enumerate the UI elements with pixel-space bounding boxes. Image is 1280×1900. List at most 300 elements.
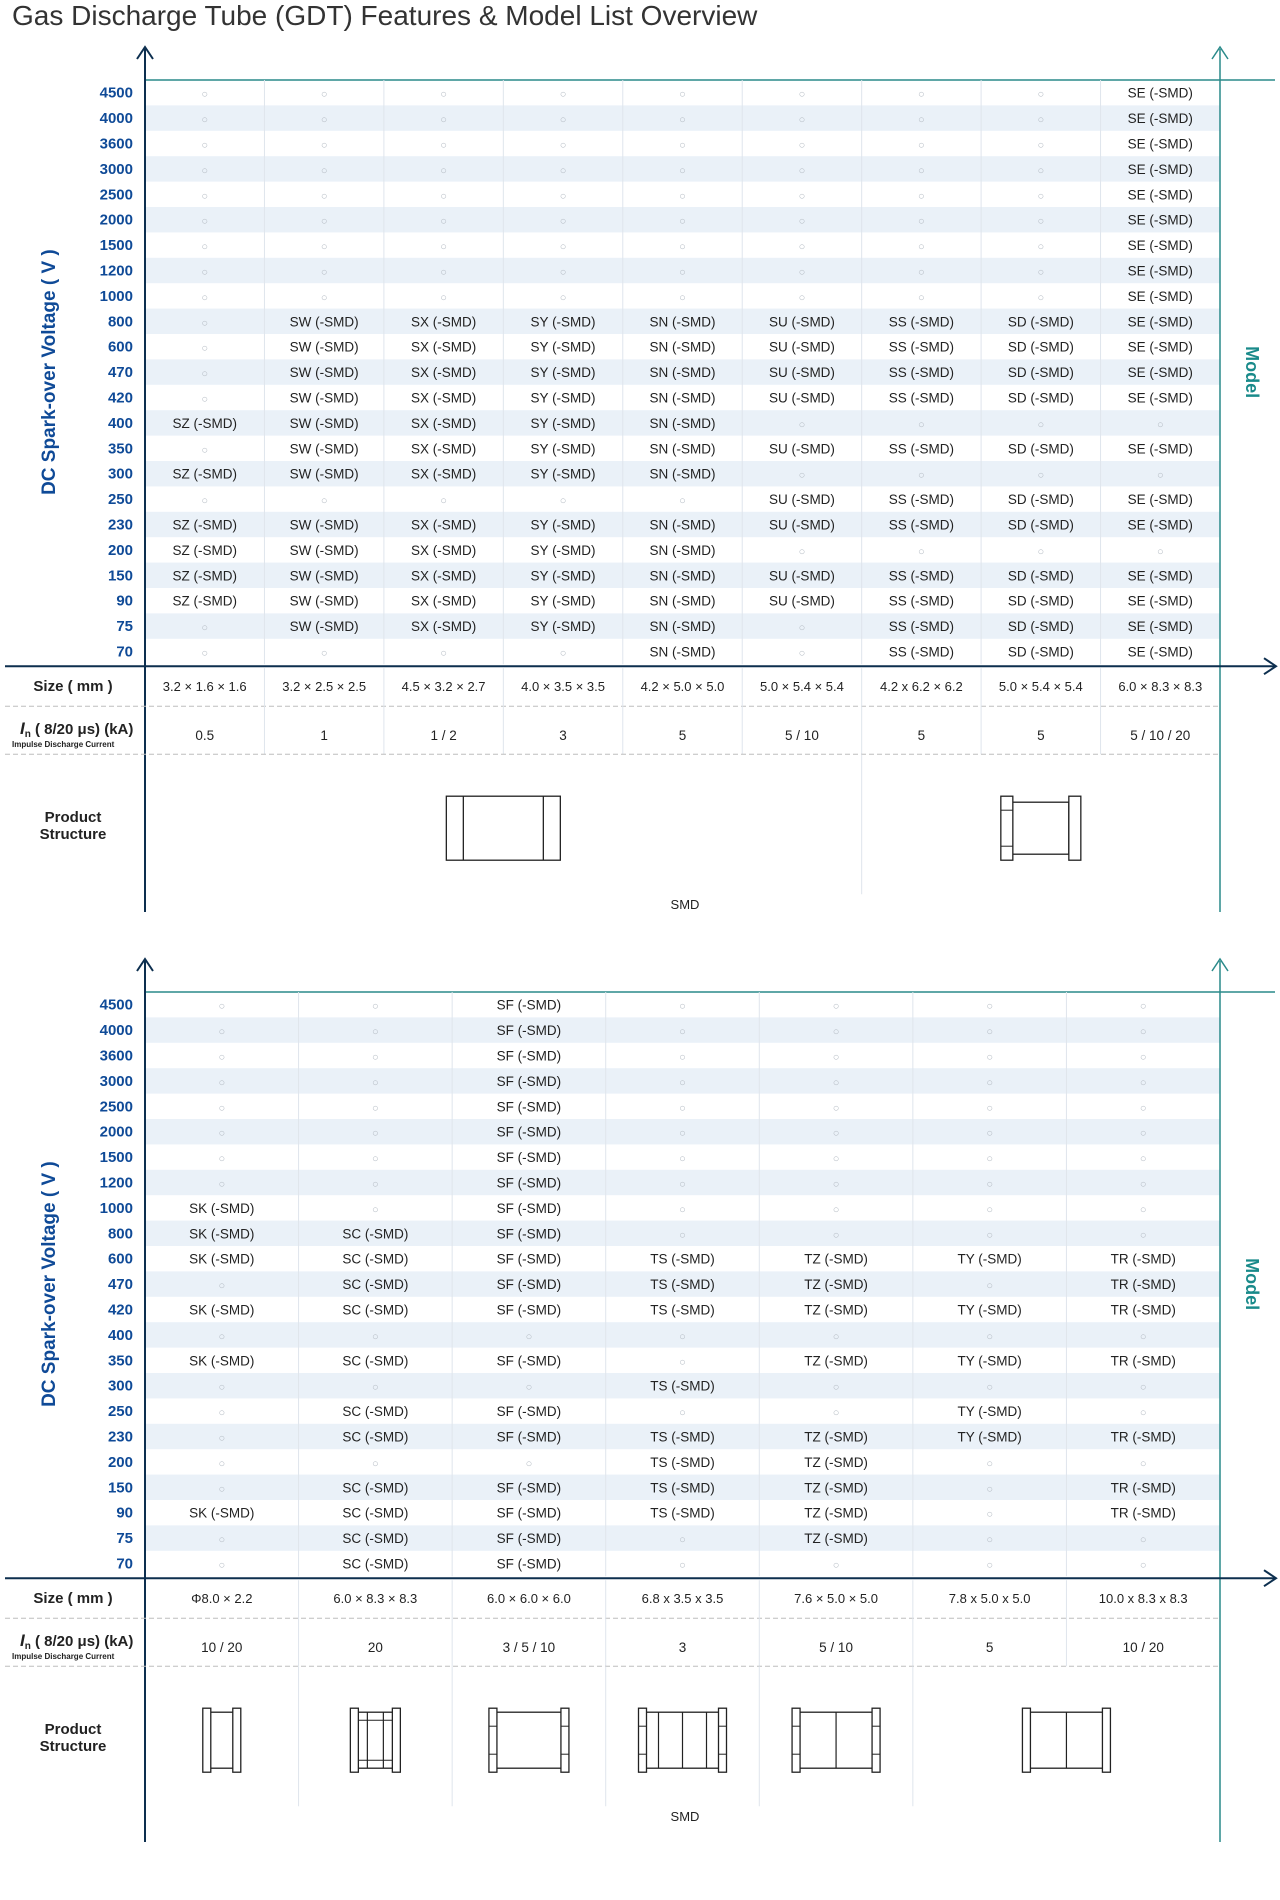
empty-cell: ○ [320, 114, 328, 127]
empty-cell: ○ [440, 241, 447, 254]
model-cell: SE (-SMD) [1127, 593, 1193, 609]
model-cell: TR (-SMD) [1110, 1251, 1176, 1267]
empty-cell: ○ [986, 1178, 993, 1191]
empty-cell: ○ [1037, 291, 1045, 304]
empty-cell: ○ [918, 164, 925, 177]
voltage-label: 250 [107, 1403, 133, 1421]
size-value: 6.0 × 8.3 × 8.3 [333, 1591, 418, 1607]
size-row-label: Size ( mm ) [33, 1590, 113, 1608]
empty-cell: ○ [679, 1051, 686, 1064]
model-cell: SF (-SMD) [496, 1505, 562, 1521]
empty-cell: ○ [986, 1280, 993, 1293]
empty-cell: ○ [440, 164, 447, 177]
model-cell: SF (-SMD) [496, 1480, 562, 1496]
model-cell: TS (-SMD) [650, 1454, 715, 1470]
empty-cell: ○ [832, 1102, 840, 1115]
empty-cell: ○ [372, 1153, 379, 1166]
empty-cell: ○ [986, 1483, 993, 1496]
empty-cell: ○ [832, 1559, 840, 1572]
empty-cell: ○ [218, 1559, 226, 1572]
empty-cell: ○ [679, 1407, 686, 1420]
size-value: 7.8 x 5.0 x 5.0 [948, 1591, 1031, 1607]
model-cell: SW (-SMD) [289, 517, 359, 533]
current-value: 1 [320, 728, 328, 744]
empty-cell: ○ [918, 215, 925, 228]
empty-cell: ○ [525, 1330, 533, 1343]
empty-cell: ○ [218, 1534, 226, 1547]
empty-cell: ○ [1139, 1457, 1147, 1470]
size-value: 10.0 x 8.3 x 8.3 [1098, 1591, 1188, 1607]
empty-cell: ○ [1139, 1534, 1147, 1547]
model-cell: SF (-SMD) [496, 1302, 562, 1318]
empty-cell: ○ [798, 164, 806, 177]
model-cell: SY (-SMD) [530, 619, 596, 635]
model-cell: SZ (-SMD) [172, 568, 237, 584]
model-cell: SK (-SMD) [189, 1505, 255, 1521]
model-cell: SF (-SMD) [496, 1556, 562, 1572]
current-value: 5 [1037, 728, 1045, 744]
empty-cell: ○ [1139, 1127, 1147, 1140]
model-cell: SS (-SMD) [888, 619, 955, 635]
empty-cell: ○ [798, 469, 806, 482]
empty-cell: ○ [679, 495, 686, 508]
model-cell: SE (-SMD) [1127, 161, 1193, 177]
empty-cell: ○ [320, 291, 328, 304]
model-cell: TR (-SMD) [1110, 1353, 1176, 1369]
structure-drawings [446, 754, 1081, 894]
model-cell: SN (-SMD) [649, 390, 716, 406]
empty-cell: ○ [832, 1000, 840, 1013]
empty-cell: ○ [1139, 1153, 1147, 1166]
model-cell: SN (-SMD) [649, 466, 716, 482]
empty-cell: ○ [986, 1076, 993, 1089]
model-cell: SF (-SMD) [496, 1429, 562, 1445]
voltage-label: 70 [116, 1555, 133, 1573]
empty-cell: ○ [201, 393, 209, 406]
voltage-label: 600 [107, 1250, 133, 1268]
model-cell: TR (-SMD) [1110, 1429, 1176, 1445]
product-structure-label: Product [44, 1721, 102, 1739]
empty-cell: ○ [918, 190, 925, 203]
model-cell: SU (-SMD) [768, 441, 835, 457]
voltage-label: 300 [107, 465, 133, 483]
current-value: 1 / 2 [430, 728, 457, 744]
model-cell: SD (-SMD) [1007, 441, 1074, 457]
empty-cell: ○ [1156, 418, 1164, 431]
model-cell: SZ (-SMD) [172, 415, 237, 431]
empty-cell: ○ [679, 291, 686, 304]
model-cell: SF (-SMD) [496, 1353, 562, 1369]
model-cell: SS (-SMD) [888, 339, 955, 355]
voltage-label: 300 [107, 1377, 133, 1395]
model-cell: SF (-SMD) [496, 1048, 562, 1064]
current-row-label: $I_n$ ( 8/20 μs) (kA) [20, 1631, 134, 1653]
size-value: 4.2 × 5.0 × 5.0 [640, 679, 725, 695]
model-cell: SE (-SMD) [1127, 314, 1193, 330]
size-value: 4.0 × 3.5 × 3.5 [521, 679, 605, 695]
voltage-label: 1200 [99, 262, 133, 280]
empty-cell: ○ [559, 241, 567, 254]
model-cell: SE (-SMD) [1127, 517, 1193, 533]
empty-cell: ○ [986, 1127, 993, 1140]
empty-cell: ○ [986, 1457, 993, 1470]
model-cell: SS (-SMD) [888, 593, 955, 609]
model-cell: SU (-SMD) [768, 568, 835, 584]
model-cell: SK (-SMD) [189, 1226, 255, 1242]
empty-cell: ○ [986, 1051, 993, 1064]
model-cell: SX (-SMD) [410, 568, 477, 584]
voltage-label: 1000 [99, 287, 133, 305]
model-cell: SS (-SMD) [888, 644, 955, 660]
model-cell: SW (-SMD) [289, 365, 359, 381]
model-cell: SK (-SMD) [189, 1200, 255, 1216]
voltage-label: 400 [107, 414, 133, 432]
model-cell: SZ (-SMD) [172, 517, 237, 533]
model-cell: TR (-SMD) [1110, 1302, 1176, 1318]
model-cell: SE (-SMD) [1127, 111, 1193, 127]
model-cell: SE (-SMD) [1127, 644, 1193, 660]
empty-cell: ○ [440, 495, 447, 508]
model-cell: TZ (-SMD) [804, 1480, 868, 1496]
empty-cell: ○ [918, 139, 925, 152]
empty-cell: ○ [679, 1178, 686, 1191]
model-cell: SS (-SMD) [888, 314, 955, 330]
current-value: 20 [367, 1640, 383, 1656]
voltage-label: 75 [116, 618, 133, 636]
empty-cell: ○ [1139, 1026, 1147, 1039]
model-cell: SK (-SMD) [189, 1302, 255, 1318]
empty-cell: ○ [798, 190, 806, 203]
voltage-label: 420 [107, 389, 133, 407]
model-cell: SC (-SMD) [342, 1429, 409, 1445]
model-cell: SN (-SMD) [649, 365, 716, 381]
model-cell: TR (-SMD) [1110, 1480, 1176, 1496]
empty-cell: ○ [679, 241, 686, 254]
size-value: 5.0 × 5.4 × 5.4 [998, 679, 1083, 695]
empty-cell: ○ [218, 1127, 226, 1140]
model-cell: TZ (-SMD) [804, 1505, 868, 1521]
model-cell: TZ (-SMD) [804, 1302, 868, 1318]
empty-cell: ○ [320, 139, 328, 152]
empty-cell: ○ [440, 647, 447, 660]
model-cell: SX (-SMD) [410, 619, 477, 635]
model-cell: SD (-SMD) [1007, 644, 1074, 660]
empty-cell: ○ [679, 114, 686, 127]
empty-cell: ○ [201, 164, 209, 177]
structure-drawings [203, 1666, 1111, 1806]
model-cell: SD (-SMD) [1007, 593, 1074, 609]
model-cell: TY (-SMD) [957, 1404, 1022, 1420]
model-cell: TS (-SMD) [650, 1302, 715, 1318]
model-cell: SW (-SMD) [289, 415, 359, 431]
empty-cell: ○ [679, 1203, 686, 1216]
model-cell: SF (-SMD) [496, 1150, 562, 1166]
voltage-label: 200 [107, 541, 133, 559]
voltage-label: 2500 [99, 186, 133, 204]
empty-cell: ○ [832, 1051, 840, 1064]
empty-cell: ○ [320, 241, 328, 254]
empty-cell: ○ [1037, 88, 1045, 101]
empty-cell: ○ [440, 88, 447, 101]
empty-cell: ○ [679, 88, 686, 101]
model-cell: SY (-SMD) [530, 339, 596, 355]
empty-cell: ○ [986, 1203, 993, 1216]
model-cell: SY (-SMD) [530, 314, 596, 330]
model-cell: TZ (-SMD) [804, 1531, 868, 1547]
voltage-label: 800 [107, 313, 133, 331]
model-cell: SU (-SMD) [768, 390, 835, 406]
model-cell: SU (-SMD) [768, 517, 835, 533]
model-cell: TZ (-SMD) [804, 1251, 868, 1267]
empty-cell: ○ [986, 1381, 993, 1394]
empty-cell: ○ [798, 114, 806, 127]
empty-cell: ○ [320, 215, 328, 228]
model-cell: SC (-SMD) [342, 1277, 409, 1293]
current-value: 3 / 5 / 10 [502, 1640, 556, 1656]
model-cell: SW (-SMD) [289, 390, 359, 406]
voltage-label: 230 [107, 1428, 133, 1446]
voltage-label: 150 [107, 1479, 133, 1497]
model-cell: SW (-SMD) [289, 466, 359, 482]
size-value: 3.2 × 2.5 × 2.5 [282, 679, 367, 695]
model-cell: SE (-SMD) [1127, 238, 1193, 254]
empty-cell: ○ [832, 1330, 840, 1343]
voltage-label: 4500 [99, 996, 133, 1014]
empty-cell: ○ [440, 215, 447, 228]
model-cell: SS (-SMD) [888, 365, 955, 381]
voltage-label: 3000 [99, 160, 133, 178]
size-value: 6.8 x 3.5 x 3.5 [641, 1591, 724, 1607]
empty-cell: ○ [559, 164, 567, 177]
model-cell: SY (-SMD) [530, 593, 596, 609]
model-cell: TZ (-SMD) [804, 1277, 868, 1293]
empty-cell: ○ [798, 241, 806, 254]
size-value: 5.0 × 5.4 × 5.4 [760, 679, 844, 695]
model-cell: SK (-SMD) [189, 1353, 255, 1369]
empty-cell: ○ [918, 469, 925, 482]
model-cell: SD (-SMD) [1007, 619, 1074, 635]
model-cell: SE (-SMD) [1127, 441, 1193, 457]
empty-cell: ○ [559, 647, 567, 660]
model-cell: SD (-SMD) [1007, 492, 1074, 508]
empty-cell: ○ [798, 215, 806, 228]
model-cell: SD (-SMD) [1007, 517, 1074, 533]
model-cell: SF (-SMD) [496, 1404, 562, 1420]
empty-cell: ○ [679, 1153, 686, 1166]
model-cell: SF (-SMD) [496, 1200, 562, 1216]
empty-cell: ○ [218, 1153, 226, 1166]
voltage-label: 250 [107, 491, 133, 509]
empty-cell: ○ [798, 139, 806, 152]
model-cell: SE (-SMD) [1127, 365, 1193, 381]
empty-cell: ○ [372, 1203, 379, 1216]
model-cell: SX (-SMD) [410, 390, 477, 406]
current-value: 10 / 20 [201, 1640, 243, 1656]
voltage-label: 3600 [99, 135, 133, 153]
model-cell: SF (-SMD) [496, 1073, 562, 1089]
model-cell: SF (-SMD) [496, 1023, 562, 1039]
empty-cell: ○ [201, 139, 209, 152]
model-cell: SX (-SMD) [410, 517, 477, 533]
empty-cell: ○ [218, 1178, 226, 1191]
empty-cell: ○ [679, 266, 686, 279]
model-cell: TY (-SMD) [957, 1353, 1022, 1369]
model-cell: TY (-SMD) [957, 1429, 1022, 1445]
model-cell: TS (-SMD) [650, 1429, 715, 1445]
empty-cell: ○ [372, 1127, 379, 1140]
model-axis-label: Model [1242, 346, 1262, 399]
model-cell: SE (-SMD) [1127, 212, 1193, 228]
model-cell: SF (-SMD) [496, 1226, 562, 1242]
size-value: 6.0 × 6.0 × 6.0 [486, 1591, 571, 1607]
model-cell: TR (-SMD) [1110, 1505, 1176, 1521]
empty-cell: ○ [320, 495, 328, 508]
model-cell: SF (-SMD) [496, 1531, 562, 1547]
empty-cell: ○ [986, 1534, 993, 1547]
model-cell: SY (-SMD) [530, 441, 596, 457]
empty-cell: ○ [201, 495, 209, 508]
empty-cell: ○ [1037, 418, 1045, 431]
model-cell: SN (-SMD) [649, 644, 716, 660]
empty-cell: ○ [372, 1457, 379, 1470]
model-cell: SN (-SMD) [649, 415, 716, 431]
size-value: 4.5 × 3.2 × 2.7 [401, 679, 486, 695]
empty-cell: ○ [1037, 469, 1045, 482]
empty-cell: ○ [201, 647, 209, 660]
empty-cell: ○ [559, 88, 567, 101]
empty-cell: ○ [1139, 1559, 1147, 1572]
empty-cell: ○ [201, 622, 209, 635]
voltage-label: 800 [107, 1225, 133, 1243]
empty-cell: ○ [1156, 469, 1164, 482]
voltage-label: 90 [116, 1504, 133, 1522]
empty-cell: ○ [679, 139, 686, 152]
voltage-label: 470 [107, 364, 133, 382]
model-cell: SE (-SMD) [1127, 339, 1193, 355]
model-cell: SX (-SMD) [410, 415, 477, 431]
section-1-chart [0, 0, 1280, 912]
empty-cell: ○ [201, 114, 209, 127]
empty-cell: ○ [798, 545, 806, 558]
model-cell: SY (-SMD) [530, 415, 596, 431]
model-cell: SS (-SMD) [888, 441, 955, 457]
voltage-label: 3600 [99, 1047, 133, 1065]
model-cell: SE (-SMD) [1127, 288, 1193, 304]
empty-cell: ○ [679, 1534, 686, 1547]
empty-cell: ○ [372, 1330, 379, 1343]
model-cell: SX (-SMD) [410, 339, 477, 355]
model-cell: SS (-SMD) [888, 390, 955, 406]
model-cell: TS (-SMD) [650, 1277, 715, 1293]
empty-cell: ○ [679, 215, 686, 228]
model-cell: SE (-SMD) [1127, 568, 1193, 584]
empty-cell: ○ [201, 190, 209, 203]
empty-cell: ○ [320, 88, 328, 101]
empty-cell: ○ [440, 291, 447, 304]
empty-cell: ○ [832, 1407, 840, 1420]
model-cell: SF (-SMD) [496, 997, 562, 1013]
empty-cell: ○ [559, 215, 567, 228]
model-cell: SW (-SMD) [289, 593, 359, 609]
voltage-label: 350 [107, 440, 133, 458]
model-cell: SX (-SMD) [410, 441, 477, 457]
current-value: 5 / 10 [819, 1640, 853, 1656]
empty-cell: ○ [525, 1381, 533, 1394]
voltage-label: 2500 [99, 1098, 133, 1116]
empty-cell: ○ [832, 1178, 840, 1191]
model-cell: SU (-SMD) [768, 492, 835, 508]
size-value: 6.0 × 8.3 × 8.3 [1118, 679, 1203, 695]
empty-cell: ○ [798, 88, 806, 101]
empty-cell: ○ [986, 1153, 993, 1166]
model-cell: SN (-SMD) [649, 619, 716, 635]
empty-cell: ○ [1139, 1203, 1147, 1216]
model-cell: SD (-SMD) [1007, 568, 1074, 584]
model-cell: TS (-SMD) [650, 1378, 715, 1394]
model-cell: SC (-SMD) [342, 1480, 409, 1496]
empty-cell: ○ [372, 1178, 379, 1191]
model-cell: SN (-SMD) [649, 339, 716, 355]
empty-cell: ○ [559, 495, 567, 508]
model-cell: TS (-SMD) [650, 1251, 715, 1267]
smd-label: SMD [670, 1809, 700, 1825]
model-cell: SX (-SMD) [410, 314, 477, 330]
empty-cell: ○ [918, 88, 925, 101]
size-value: Φ8.0 × 2.2 [191, 1591, 253, 1607]
model-cell: SC (-SMD) [342, 1556, 409, 1572]
empty-cell: ○ [1037, 139, 1045, 152]
empty-cell: ○ [559, 266, 567, 279]
voltage-label: 150 [107, 567, 133, 585]
model-cell: SN (-SMD) [649, 314, 716, 330]
empty-cell: ○ [218, 1432, 226, 1445]
empty-cell: ○ [986, 1330, 993, 1343]
voltage-label: 1200 [99, 1174, 133, 1192]
empty-cell: ○ [986, 1229, 993, 1242]
empty-cell: ○ [679, 1127, 686, 1140]
empty-cell: ○ [798, 647, 806, 660]
empty-cell: ○ [1139, 1178, 1147, 1191]
model-cell: SW (-SMD) [289, 314, 359, 330]
empty-cell: ○ [559, 139, 567, 152]
empty-cell: ○ [1139, 1381, 1147, 1394]
model-cell: SF (-SMD) [496, 1251, 562, 1267]
voltage-label: 1500 [99, 237, 133, 255]
current-row-label: $I_n$ ( 8/20 μs) (kA) [20, 719, 134, 741]
product-structure-label: Structure [39, 826, 107, 844]
empty-cell: ○ [918, 291, 925, 304]
empty-cell: ○ [679, 1559, 686, 1572]
empty-cell: ○ [218, 1076, 226, 1089]
model-cell: SC (-SMD) [342, 1531, 409, 1547]
empty-cell: ○ [679, 1356, 686, 1369]
empty-cell: ○ [218, 1102, 226, 1115]
empty-cell: ○ [986, 1559, 993, 1572]
model-cell: SF (-SMD) [496, 1099, 562, 1115]
voltage-label: 4000 [99, 110, 133, 128]
voltage-label: 3000 [99, 1072, 133, 1090]
impulse-label: Impulse Discharge Current [12, 740, 115, 750]
empty-cell: ○ [832, 1203, 840, 1216]
empty-cell: ○ [218, 1000, 226, 1013]
current-value: 3 [678, 1640, 687, 1656]
empty-cell: ○ [832, 1076, 840, 1089]
model-cell: SN (-SMD) [649, 441, 716, 457]
voltage-label: 1500 [99, 1149, 133, 1167]
model-cell: TZ (-SMD) [804, 1454, 868, 1470]
model-cell: SU (-SMD) [768, 593, 835, 609]
model-cell: SC (-SMD) [342, 1251, 409, 1267]
